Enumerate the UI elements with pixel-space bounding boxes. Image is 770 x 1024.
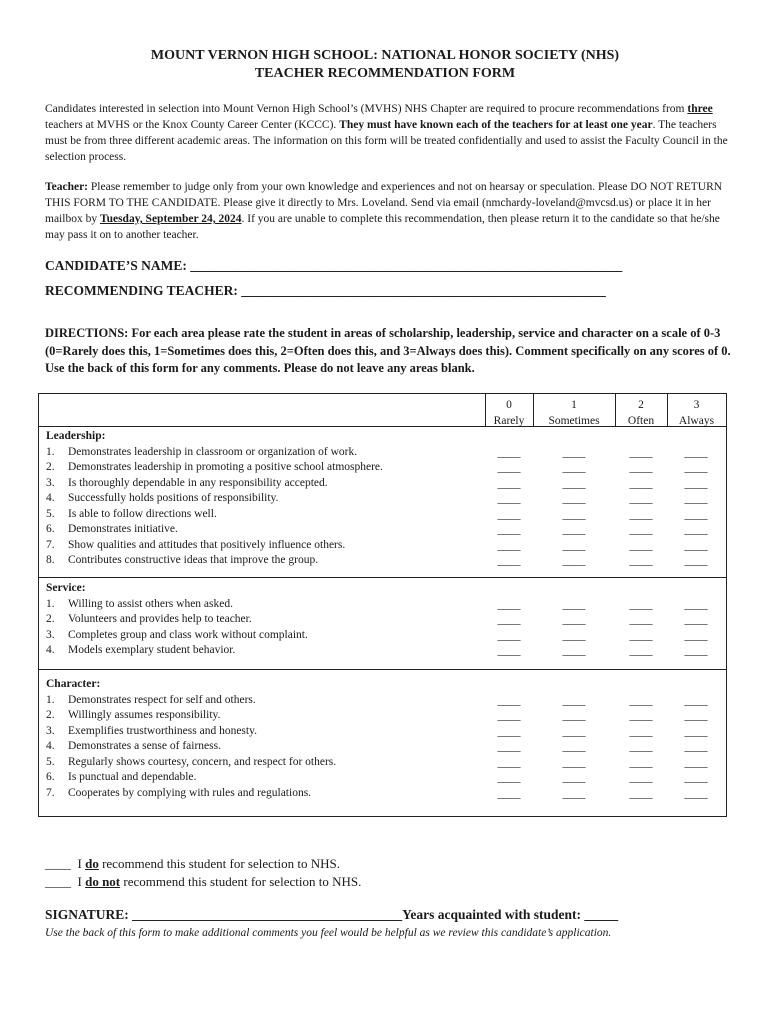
rating-blank-sometimes[interactable]: ____ xyxy=(562,710,586,722)
rating-blank-often[interactable]: ____ xyxy=(629,694,653,707)
rating-blank-always[interactable]: ____ xyxy=(684,539,708,552)
section-title: Character: xyxy=(46,678,101,690)
rating-blank-sometimes[interactable]: ____ xyxy=(562,787,586,800)
rating-blank-rarely[interactable]: ____ xyxy=(497,710,521,722)
criterion-item: 2. Demonstrates leadership in promoting a positive school atmosphere. xyxy=(46,461,383,473)
rating-blank-sometimes[interactable]: ____ xyxy=(562,629,586,642)
intro-paragraph: Candidates interested in selection into Mount Vernon High School’s (MVHS) NHS Chapter are required to procure recommendations from three teachers at MVHS or the Knox County Career Center (KCCC). They must have known each of the teachers for at least one year. The teachers must be from three different academic areas. The information on this form will be treated confidentially and used to assist the Faculty Council in the selection process. xyxy=(45,103,728,163)
col-header-sometimes: 1 Sometimes xyxy=(548,399,600,427)
candidate-name-field[interactable]: CANDIDATE’S NAME: ________________________________________________________________ xyxy=(45,258,623,273)
rating-blank-always[interactable]: ____ xyxy=(684,598,708,611)
criterion-item: 3. Exemplifies trustworthiness and honesty. xyxy=(46,724,257,737)
rating-blank-rarely[interactable]: ____ xyxy=(497,462,521,474)
criterion-item: 5. Regularly shows courtesy, concern, and respect for others. xyxy=(46,755,337,768)
rating-blank-rarely[interactable]: ____ xyxy=(497,645,521,657)
rating-blank-rarely[interactable]: ____ xyxy=(497,508,521,521)
rating-blank-always[interactable]: ____ xyxy=(684,787,708,800)
row-divider xyxy=(39,669,726,670)
criterion-item: 5. Is able to follow directions well. xyxy=(46,507,217,520)
form-subtitle: TEACHER RECOMMENDATION FORM xyxy=(254,66,516,81)
criterion-item: 4. Models exemplary student behavior. xyxy=(46,644,236,656)
rating-blank-rarely[interactable]: ____ xyxy=(497,598,521,611)
rating-blank-always[interactable]: ____ xyxy=(684,645,708,657)
rating-blank-often[interactable]: ____ xyxy=(629,598,653,611)
col-header-often: 2 Often xyxy=(627,399,655,427)
rating-blank-sometimes[interactable]: ____ xyxy=(562,725,586,738)
rating-blank-always[interactable]: ____ xyxy=(684,772,708,784)
criterion-item: 1. Demonstrates respect for self and others. xyxy=(46,693,256,706)
rating-blank-often[interactable]: ____ xyxy=(629,629,653,642)
rating-blank-sometimes[interactable]: ____ xyxy=(562,539,586,552)
rating-blank-often[interactable]: ____ xyxy=(629,493,653,505)
criterion-item: 1. Willing to assist others when asked. xyxy=(46,597,233,610)
criterion-item: 3. Completes group and class work without complaint. xyxy=(46,628,308,641)
criterion-item: 1. Demonstrates leadership in classroom or organization of work. xyxy=(46,445,358,458)
rating-blank-often[interactable]: ____ xyxy=(629,446,653,459)
rating-blank-often[interactable]: ____ xyxy=(629,772,653,784)
criterion-item: 2. Willingly assumes responsibility. xyxy=(46,709,221,721)
rating-blank-always[interactable]: ____ xyxy=(684,446,708,459)
rating-blank-always[interactable]: ____ xyxy=(684,493,708,505)
rating-blank-always[interactable]: ____ xyxy=(684,710,708,722)
rating-blank-rarely[interactable]: ____ xyxy=(497,756,521,769)
rating-blank-often[interactable]: ____ xyxy=(629,539,653,552)
rating-blank-often[interactable]: ____ xyxy=(629,462,653,474)
col-header-rarely: 0 Rarely xyxy=(493,399,525,427)
rating-blank-always[interactable]: ____ xyxy=(684,508,708,521)
section-character xyxy=(46,677,336,801)
rating-blank-often[interactable]: ____ xyxy=(629,725,653,738)
rating-blank-often[interactable]: ____ xyxy=(629,756,653,769)
rating-blank-often[interactable]: ____ xyxy=(629,508,653,521)
rating-blank-always[interactable]: ____ xyxy=(684,694,708,707)
criterion-item: 7. Cooperates by complying with rules and regulations. xyxy=(46,786,312,799)
rating-blank-rarely[interactable]: ____ xyxy=(497,787,521,800)
footer-note: Use the back of this form to make additional comments you feel would be helpful as we review this candidate’s application. xyxy=(45,927,612,939)
criterion-item: 6. Demonstrates initiative. xyxy=(46,523,178,535)
rating-blank-sometimes[interactable]: ____ xyxy=(562,772,586,784)
rating-blank-always[interactable]: ____ xyxy=(684,629,708,642)
rating-blank-often[interactable]: ____ xyxy=(629,555,653,567)
rating-blank-always[interactable]: ____ xyxy=(684,725,708,738)
section-title: Service: xyxy=(46,582,86,594)
rating-blank-sometimes[interactable]: ____ xyxy=(562,598,586,611)
form-title: MOUNT VERNON HIGH SCHOOL: NATIONAL HONOR SOCIETY (NHS) xyxy=(150,48,620,63)
rating-blank-sometimes[interactable]: ____ xyxy=(562,477,586,490)
criterion-item: 2. Volunteers and provides help to teacher. xyxy=(46,613,252,625)
recommending-teacher-field[interactable]: RECOMMENDING TEACHER: ______________________________________________________ xyxy=(45,283,606,298)
rating-blank-always[interactable]: ____ xyxy=(684,614,708,626)
criterion-item: 7. Show qualities and attitudes that positively influence others. xyxy=(46,538,346,551)
rating-blank-sometimes[interactable]: ____ xyxy=(562,462,586,474)
rating-blank-always[interactable]: ____ xyxy=(684,524,708,536)
section-service xyxy=(46,581,308,659)
rating-blank-sometimes[interactable]: ____ xyxy=(562,614,586,626)
rating-blank-sometimes[interactable]: ____ xyxy=(562,524,586,536)
rating-blank-often[interactable]: ____ xyxy=(629,524,653,536)
recommend-no[interactable]: ____ I do not recommend this student for selection to NHS. xyxy=(45,874,362,889)
rating-blank-often[interactable]: ____ xyxy=(629,614,653,626)
rating-table xyxy=(38,393,727,817)
rating-blank-rarely[interactable]: ____ xyxy=(497,772,521,784)
rating-blank-rarely[interactable]: ____ xyxy=(497,524,521,536)
rating-blank-always[interactable]: ____ xyxy=(684,477,708,490)
rating-blank-sometimes[interactable]: ____ xyxy=(562,446,586,459)
rating-blank-rarely[interactable]: ____ xyxy=(497,694,521,707)
criterion-item: 3. Is thoroughly dependable in any responsibility accepted. xyxy=(46,476,328,489)
rating-blank-sometimes[interactable]: ____ xyxy=(562,555,586,567)
rating-blank-sometimes[interactable]: ____ xyxy=(562,493,586,505)
rating-blank-rarely[interactable]: ____ xyxy=(497,725,521,738)
rating-blank-sometimes[interactable]: ____ xyxy=(562,645,586,657)
rating-blank-sometimes[interactable]: ____ xyxy=(562,694,586,707)
rating-blank-always[interactable]: ____ xyxy=(684,462,708,474)
criterion-item: 6. Is punctual and dependable. xyxy=(46,771,197,783)
rating-blank-rarely[interactable]: ____ xyxy=(497,629,521,642)
recommend-yes[interactable]: ____ I do recommend this student for selection to NHS. xyxy=(45,856,341,871)
rating-blank-often[interactable]: ____ xyxy=(629,710,653,722)
section-title: Leadership: xyxy=(46,430,106,442)
criterion-item: 4. Successfully holds positions of responsibility. xyxy=(46,492,279,504)
rating-blank-rarely[interactable]: ____ xyxy=(497,493,521,505)
rating-blank-sometimes[interactable]: ____ xyxy=(562,508,586,521)
rating-blank-rarely[interactable]: ____ xyxy=(497,555,521,567)
section-leadership xyxy=(46,429,383,569)
rating-blank-rarely[interactable]: ____ xyxy=(497,477,521,490)
rating-blank-rarely[interactable]: ____ xyxy=(497,614,521,626)
criterion-item: 8. Contributes constructive ideas that improve the group. xyxy=(46,554,319,566)
rating-blank-often[interactable]: ____ xyxy=(629,787,653,800)
rating-blank-always[interactable]: ____ xyxy=(684,756,708,769)
directions: DIRECTIONS: For each area please rate the student in areas of scholarship, leadership, service and character on a scale of 0-3 (0=Rarely does this, 1=Sometimes does this, 2=Often does this, and 3=Always does this). Comment specifically on any scores of 0. Use the back of this form for any comments. Please do not leave any areas blank. xyxy=(45,326,731,375)
rating-blank-rarely[interactable]: ____ xyxy=(497,741,521,753)
row-divider xyxy=(39,577,726,578)
rating-blank-sometimes[interactable]: ____ xyxy=(562,741,586,753)
col-header-always: 3 Always xyxy=(678,399,715,427)
rating-blank-often[interactable]: ____ xyxy=(629,477,653,490)
teacher-instructions: Teacher: Please remember to judge only from your own knowledge and experiences and not on hearsay or speculation. Please DO NOT RETURN THIS FORM TO THE CANDIDATE. Please give it directly to Mrs. Loveland. Send via email (nmchardy-loveland@mvcsd.us) or place it in her mailbox by Tuesday, September 24, 2024. If you are unable to complete this recommendation, then please return it to the candidate so that he/she may pass it on to another teacher. xyxy=(45,181,723,241)
rating-blank-often[interactable]: ____ xyxy=(629,645,653,657)
rating-blank-often[interactable]: ____ xyxy=(629,741,653,753)
rating-blank-always[interactable]: ____ xyxy=(684,741,708,753)
rating-blank-sometimes[interactable]: ____ xyxy=(562,756,586,769)
rating-blank-always[interactable]: ____ xyxy=(684,555,708,567)
rating-blank-rarely[interactable]: ____ xyxy=(497,446,521,459)
rating-blank-rarely[interactable]: ____ xyxy=(497,539,521,552)
signature-line[interactable]: SIGNATURE: ________________________________________Years acquainted with student: _____ xyxy=(45,907,619,922)
criterion-item: 4. Demonstrates a sense of fairness. xyxy=(46,740,221,752)
